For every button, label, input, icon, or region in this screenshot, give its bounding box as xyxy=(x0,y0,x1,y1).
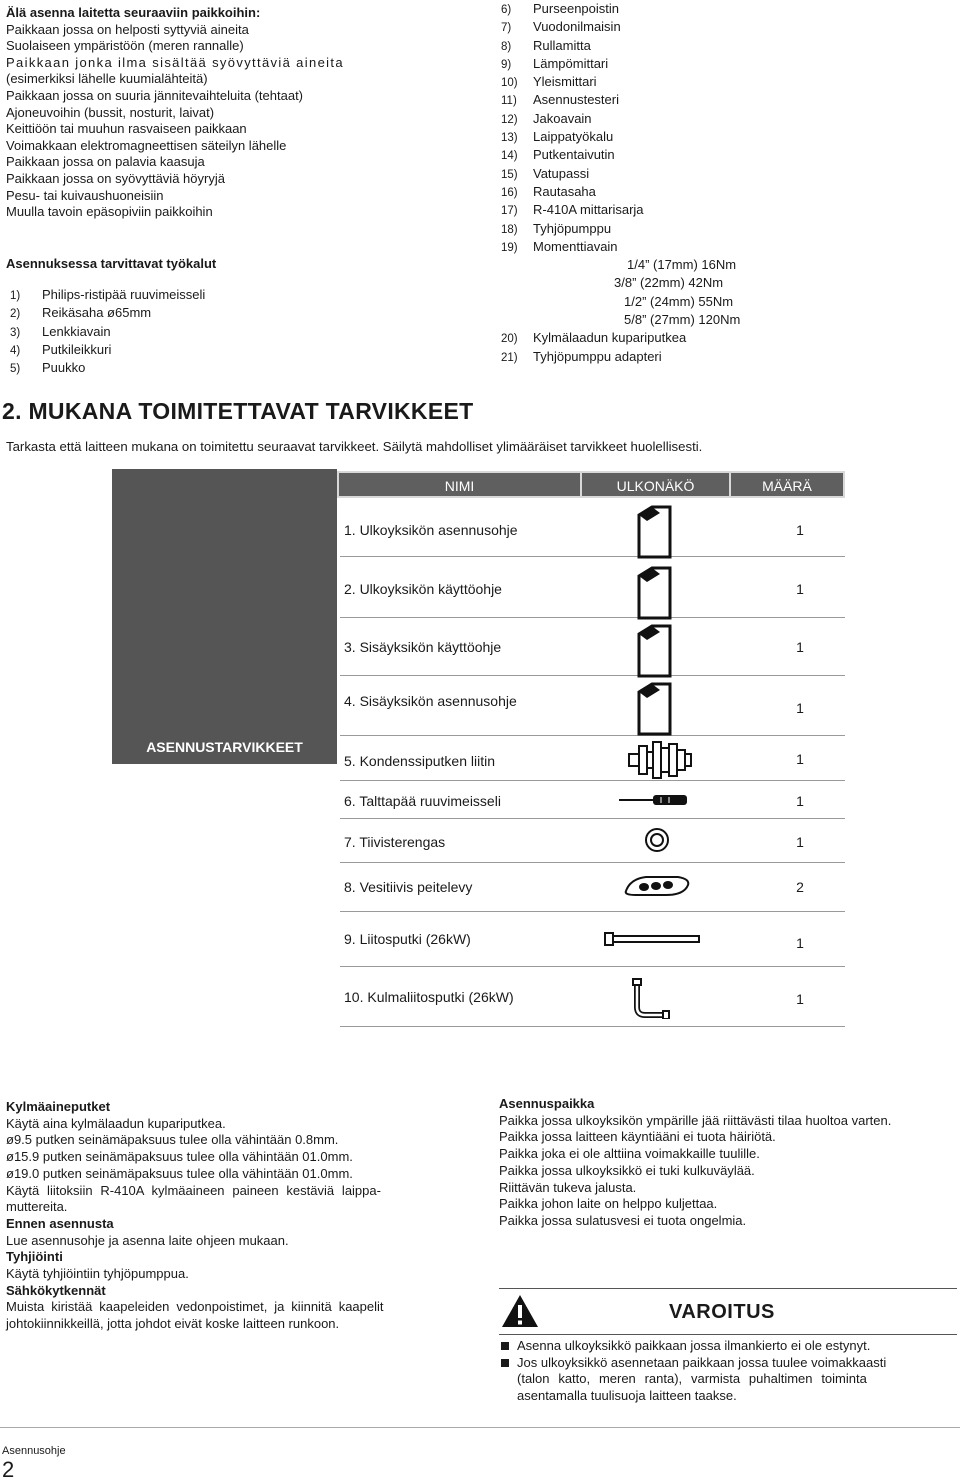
placement-line: Pesu- tai kuivaushuoneisiin xyxy=(6,187,164,203)
manual-icon xyxy=(636,566,672,622)
tool-item: 10) Yleismittari xyxy=(501,74,597,90)
footer-rule xyxy=(0,1427,960,1428)
tools-heading: Asennuksessa tarvittavat työkalut xyxy=(6,256,217,271)
item-name: 10. Kulmaliitosputki (26kW) xyxy=(344,989,514,1005)
row-divider xyxy=(340,966,845,967)
text-line: Paikka joka ei ole alttiina voimakkaille tuulille. xyxy=(499,1146,760,1162)
placement-block xyxy=(6,5,391,221)
placement-line: Paikkaan jonka ilma sisältää syövyttäviä aineita xyxy=(6,54,344,70)
row-divider xyxy=(340,780,845,781)
header-quantity: MÄÄRÄ xyxy=(729,471,845,498)
placement-line: Paikkaan jossa on palavia kaasuja xyxy=(6,154,205,170)
row-divider xyxy=(340,818,845,819)
item-name: 4. Sisäyksikön asennusohje xyxy=(344,693,517,709)
placement-line: Paikkaan jossa on suuria jännitevaihteluita (tehtaat) xyxy=(6,87,304,103)
placement-line: Voimakkaan elektromagneettisen säteilyn lähelle xyxy=(6,137,287,153)
placement-line: Paikkaan jossa on helposti syttyviä aineita xyxy=(6,21,249,37)
text-line: Lue asennusohje ja asenna laite ohjeen mukaan. xyxy=(6,1232,289,1248)
table-side-band xyxy=(112,469,337,732)
tool-item: 17) R-410A mittarisarja xyxy=(501,202,644,218)
tools-list-right xyxy=(501,0,740,366)
torque-value: 1/2” (24mm) 55Nm xyxy=(624,293,734,309)
text-line: johtokiinnikkeillä, jotta johdot eivät koske laitteen runkoon. xyxy=(6,1316,340,1332)
placement-line: Muulla tavoin epäsopiviin paikkoihin xyxy=(6,204,213,220)
warning-list xyxy=(501,1338,957,1405)
placement-line: Ajoneuvoihin (bussit, nosturit, laivat) xyxy=(6,104,215,120)
row-divider xyxy=(340,675,845,676)
tool-item: 20) Kylmälaadun kupariputkea xyxy=(501,330,687,346)
electrical-heading: Sähkökytkennät xyxy=(6,1282,106,1298)
manual-icon xyxy=(636,682,672,738)
tool-item: 6) Purseenpoistin xyxy=(501,1,619,16)
tool-item: 15) Vatupassi xyxy=(501,165,590,181)
item-qty: 1 xyxy=(796,793,804,809)
row-divider xyxy=(340,735,845,736)
item-name: 2. Ulkoyksikön käyttöohje xyxy=(344,581,502,597)
refrigerant-section xyxy=(6,1099,438,1333)
row-divider xyxy=(340,1026,845,1027)
text-line: Käytä tyhjiöintiin tyhjöpumppua. xyxy=(6,1266,189,1282)
item-name: 7. Tiivisterengas xyxy=(344,834,446,850)
manual-icon xyxy=(636,624,672,680)
tool-item: 4) Putkileikkuri xyxy=(10,341,112,357)
tool-item: 21) Tyhjöpumppu adapteri xyxy=(501,348,662,364)
placement-line: Paikkaan jossa on syövyttäviä höyryjä xyxy=(6,170,225,186)
text-line: Käytä aina kylmälaadun kupariputkea. xyxy=(6,1115,226,1131)
text-line: ø15.9 putken seinämäpaksuus tulee olla vähintään 01.0mm. xyxy=(6,1149,353,1165)
item-name: 5. Kondenssiputken liitin xyxy=(344,753,495,769)
tool-item: 5) Puukko xyxy=(10,360,86,376)
item-name: 6. Talttapää ruuvimeisseli xyxy=(344,793,501,809)
placement-line: Keittiöön tai muuhun rasvaiseen paikkaan xyxy=(6,121,247,137)
text-line: Paikka jossa ulkoyksikkö ei tuki kulkuväylää. xyxy=(499,1162,755,1178)
tool-item: 12) Jakoavain xyxy=(501,110,592,126)
warning-triangle-icon xyxy=(500,1293,540,1329)
tool-item: 8) Rullamitta xyxy=(501,37,591,53)
tool-item: 1) Philips-ristipää ruuvimeisseli xyxy=(10,287,206,302)
item-qty: 1 xyxy=(796,935,804,951)
warning-rule-bottom xyxy=(499,1334,957,1335)
before-install-heading: Ennen asennusta xyxy=(6,1215,114,1231)
item-qty: 1 xyxy=(796,991,804,1007)
torque-value: 5/8” (27mm) 120Nm xyxy=(624,312,741,328)
tool-item: 3) Lenkkiavain xyxy=(10,323,111,339)
item-name: 9. Liitosputki (26kW) xyxy=(344,931,471,947)
section-title: 2. MUKANA TOIMITETTAVAT TARVIKKEET xyxy=(2,398,474,424)
warning-item: Jos ulkoyksikkö asennetaan paikkaan jossa tuulee voimakkaasti (talon katto, meren ranta), varmista puhaltimen toiminta asentamalla tuulisuoja laitteen taakse. xyxy=(501,1355,957,1405)
elbow-pipe-icon xyxy=(631,977,671,1019)
tool-item: 11) Asennustesteri xyxy=(501,92,619,108)
bullet-icon xyxy=(501,1359,509,1367)
tool-item: 2) Reikäsaha ø65mm xyxy=(10,305,152,321)
row-divider xyxy=(340,911,845,912)
table-side-label: ASENNUSTARVIKKEET xyxy=(112,732,337,764)
cover-plate-icon xyxy=(622,873,692,899)
tools-list-left xyxy=(10,286,205,377)
page-number: 2 xyxy=(2,1457,15,1482)
tool-item: 7) Vuodonilmaisin xyxy=(501,19,621,35)
footer-label: Asennusohje xyxy=(2,1445,66,1457)
bullet-icon xyxy=(501,1342,509,1350)
seal-ring-icon xyxy=(644,827,670,853)
item-qty: 2 xyxy=(796,879,804,895)
item-qty: 1 xyxy=(796,751,804,767)
torque-value: 3/8” (22mm) 42Nm xyxy=(614,275,724,291)
row-divider xyxy=(340,862,845,863)
item-qty: 1 xyxy=(796,700,804,716)
vacuum-heading: Tyhjiöinti xyxy=(6,1249,63,1265)
text-line: Paikka jossa laitteen käyntiääni ei tuota häiriötä. xyxy=(499,1129,776,1145)
item-name: 3. Sisäyksikön käyttöohje xyxy=(344,639,502,655)
location-section xyxy=(499,1096,959,1230)
row-divider xyxy=(340,556,845,557)
section-intro: Tarkasta että laitteen mukana on toimitettu seuraavat tarvikkeet. Säilytä mahdolliset ylimääräiset tarvikkeet huolellisesti. xyxy=(6,439,703,454)
text-line: Paikka johon laite on helppo kuljettaa. xyxy=(499,1196,718,1212)
tool-item: 19) Momenttiavain xyxy=(501,238,618,254)
location-heading: Asennuspaikka xyxy=(499,1096,595,1111)
text-line: Paikka jossa ulkoyksikön ympärille jää riittävästi tilaa huoltoa varten. xyxy=(499,1112,892,1128)
placement-line: (esimerkiksi lähelle kuumialähteitä) xyxy=(6,71,208,87)
tool-item: 18) Tyhjöpumppu xyxy=(501,220,612,236)
tool-item: 13) Laippatyökalu xyxy=(501,129,614,145)
warning-title: VAROITUS xyxy=(669,1301,775,1323)
drain-connector-icon xyxy=(627,740,693,780)
item-qty: 1 xyxy=(796,581,804,597)
manual-icon xyxy=(636,505,672,561)
screwdriver-icon xyxy=(617,793,689,807)
tool-item: 16) Rautasaha xyxy=(501,183,596,199)
item-name: 1. Ulkoyksikön asennusohje xyxy=(344,522,518,538)
tool-item: 14) Putkentaivutin xyxy=(501,147,615,163)
torque-value: 1/4” (17mm) 16Nm xyxy=(627,257,737,273)
item-qty: 1 xyxy=(796,639,804,655)
placement-line: Suolaiseen ympäristöön (meren rannalle) xyxy=(6,38,244,54)
text-line: muttereita. xyxy=(6,1199,68,1215)
text-line: Muista kiristää kaapeleiden vedonpoistimet, ja kiinnitä kaapelit xyxy=(6,1299,384,1315)
text-line: Paikka jossa sulatusvesi ei tuota ongelmia. xyxy=(499,1212,747,1228)
warning-item: Asenna ulkoyksikkö paikkaan jossa ilmankierto ei ole estynyt. xyxy=(501,1338,957,1355)
connecting-pipe-icon xyxy=(603,931,701,947)
text-line: ø19.0 putken seinämäpaksuus tulee olla vähintään 01.0mm. xyxy=(6,1165,353,1181)
text-line: Käytä liitoksiin R-410A kylmäaineen paineen kestäviä laippa- xyxy=(6,1182,381,1198)
item-qty: 1 xyxy=(796,522,804,538)
refrigerant-heading: Kylmäaineputket xyxy=(6,1099,111,1114)
header-name: NIMI xyxy=(337,471,582,498)
placement-heading: Älä asenna laitetta seuraaviin paikkoihin: xyxy=(6,5,261,20)
header-appearance: ULKONÄKÖ xyxy=(580,471,731,498)
text-line: ø9.5 putken seinämäpaksuus tulee olla vähintään 0.8mm. xyxy=(6,1132,339,1148)
item-qty: 1 xyxy=(796,834,804,850)
warning-rule-top xyxy=(499,1288,957,1289)
text-line: Riittävän tukeva jalusta. xyxy=(499,1179,637,1195)
item-name: 8. Vesitiivis peitelevy xyxy=(344,879,473,895)
tool-item: 9) Lämpömittari xyxy=(501,55,609,71)
row-divider xyxy=(340,617,845,618)
